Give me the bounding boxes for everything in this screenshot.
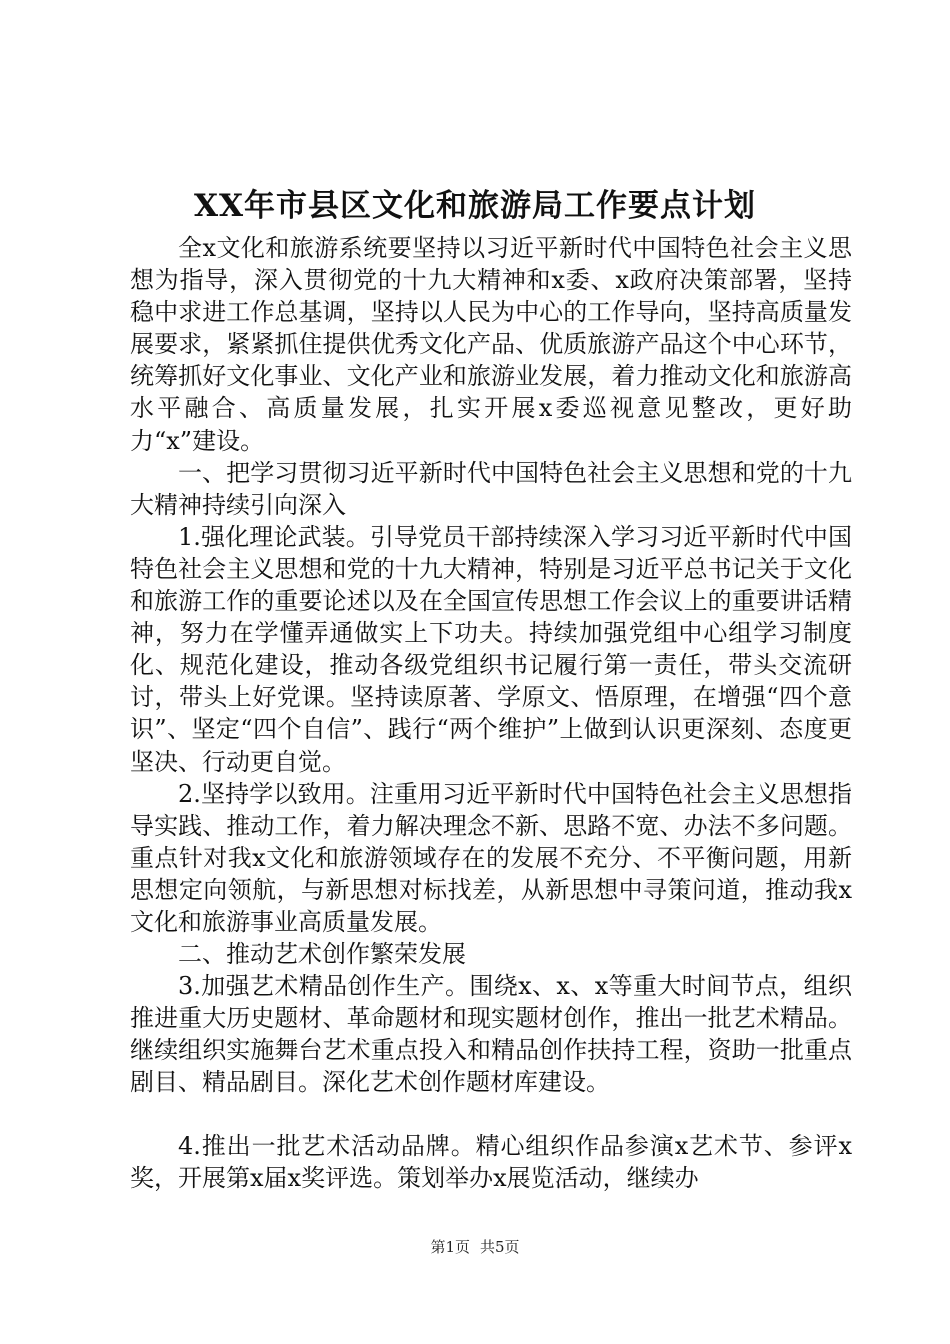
item-paragraph-1: 1.强化理论武装。引导党员干部持续深入学习习近平新时代中国特色社会主义思想和党的十九大精神，特别是习近平总书记关于文化和旅游工作的重要论述以及在全国宣传思想工作会议上的重要讲话精神，努力在学懂弄通做实上下功夫。持续加强党组中心组学习制度化、规范化建设，推动各级党组织书记履行第一责任，带头交流研讨，带头上好党课。坚持读原著、学原文、悟原理，在增强“四个意识”、坚定“四个自信”、践行“两个维护”上做到认识更深刻、态度更坚决、行动更自觉。: [130, 522, 852, 776]
page-total: 共5页: [480, 1238, 520, 1256]
section-heading-1: 一、把学习贯彻习近平新时代中国特色社会主义思想和党的十九大精神持续引向深入: [130, 458, 852, 519]
document-body: [130, 232, 852, 1194]
document-title: XX年市县区文化和旅游局工作要点计划: [193, 188, 757, 224]
section-heading-2: 二、推动艺术创作繁荣发展: [178, 940, 466, 969]
item-paragraph-4: 4.推出一批艺术活动品牌。精心组织作品参演x艺术节、参评x奖，开展第x届x奖评选。策划举办x展览活动，继续办: [130, 1131, 852, 1192]
item-paragraph-2: 2.坚持学以致用。注重用习近平新时代中国特色社会主义思想指导实践、推动工作，着力解决理念不新、思路不宽、办法不多问题。重点针对我x文化和旅游领域存在的发展不充分、不平衡问题，用新思想定向领航，与新思想对标找差，从新思想中寻策问道，推动我x文化和旅游事业高质量发展。: [130, 779, 852, 936]
page-footer: [0, 1236, 950, 1257]
item-paragraph-3: 3.加强艺术精品创作生产。围绕x、x、x等重大时间节点，组织推进重大历史题材、革命题材和现实题材创作，推出一批艺术精品。继续组织实施舞台艺术重点投入和精品创作扶持工程，资助一批重点剧目、精品剧目。深化艺术创作题材库建设。: [130, 972, 852, 1097]
page-number: 第1页: [430, 1238, 470, 1256]
intro-paragraph: 全x文化和旅游系统要坚持以习近平新时代中国特色社会主义思想为指导，深入贯彻党的十九大精神和x委、x政府决策部署，坚持稳中求进工作总基调，坚持以人民为中心的工作导向，坚持高质量发展要求，紧紧抓住提供优秀文化产品、优质旅游产品这个中心环节，统筹抓好文化事业、文化产业和旅游业发展，着力推动文化和旅游高水平融合、高质量发展，扎实开展x委巡视意见整改，更好助力“x”建设。: [130, 234, 852, 455]
